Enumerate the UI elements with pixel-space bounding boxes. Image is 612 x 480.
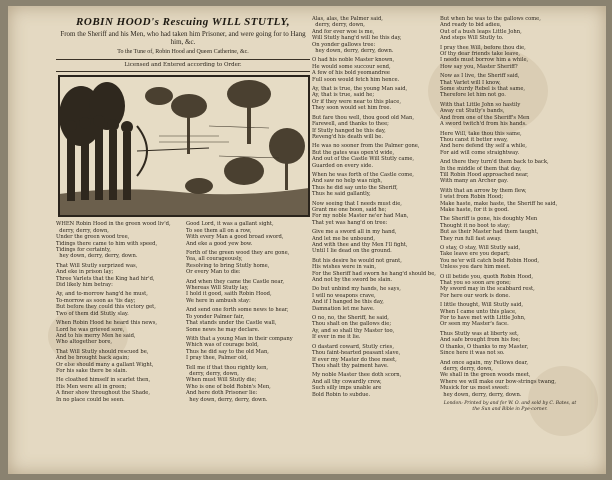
- woodcut-archers-image: [59, 76, 309, 216]
- stanza: He was no sooner from the Palmer gone, But the gates was open'd wide, And out of the Castle Will Stutly came, Guarded on every side.: [312, 143, 420, 169]
- stanza: Ay, and to-morrow hang'd he must, To-morrow as soon as 'tis day; But before they could this victory get, Two of them did Stutly slay.: [56, 291, 156, 317]
- stanza: With that Little John so hastily Away cut Stutly's bands, And from one of the Sheriff's Men A sword twitch'd from his hands.: [440, 101, 530, 128]
- stanza: Tell me if that thou rightly ken, derry, derry, down, When must Will Stutly die; Who is one of bold Robin's Men, And here doth Prisoner lie: hey down, derry, derry, down.: [186, 364, 271, 403]
- stanza: My noble Master thee doth scorn, And all thy cowardly crew, Such silly imps unable are Bold Robin to subdue.: [312, 372, 402, 398]
- stanza: Do but unbind my hands, he says, I will no weapons crave, And if I hanged be this day, Damnation let me have.: [312, 286, 401, 312]
- ballad-subtitle: From the Sheriff and his Men, who had taken him Prisoner, and were going for to Hang him, &c.: [60, 30, 306, 46]
- stanza: That Will Stutly should rescued be, And be brought back again; Or else should many a gallant Wight, For his sake there be slain.: [56, 348, 154, 374]
- stanza: O had his noble Master known, He would some succour send, A few of his bold yeomandree Full soon would fetch him hence.: [312, 57, 400, 83]
- stanza: Thus Stutly was at liberty set, And safe brought from his foe; O thanks, O thanks to my Master, Since here it was not so.: [440, 330, 529, 357]
- column-right: [440, 16, 580, 413]
- stanza: Ay, that is true, the young Man said, Ay, that is true, said he; Or if they were near to this place, They soon would set him free.: [312, 86, 408, 112]
- stanza: Here Will, take thou this same, Thou canst it better sway, And here defend thy self a while, For aid will come straightway.: [440, 130, 527, 156]
- stanza: I little thought, Will Stutly said, When I came unto this place, For to have met with Little John, Or seen my Master's face.: [440, 302, 526, 328]
- printer-imprint: London: Printed by and for W. O. and sold by C. Bates, at the Sun and Bible in Pye-corner.: [443, 400, 577, 412]
- stanza: I pray thee Will, before thou die, Of thy dear friends take leave, I needs must borrow him a while, How say you, Master Sheriff?: [440, 44, 529, 70]
- verses-column-1: [56, 221, 180, 406]
- woodcut-illustration: [58, 75, 310, 217]
- broadside-sheet: [8, 6, 606, 474]
- verses-column-2: [186, 221, 310, 406]
- stanza: Now seeing that I needs must die, Grant me one boon, said he; For my noble Master ne'er had Man, That yet was hang'd on tree:: [312, 200, 409, 226]
- stanza: O ill betide you, quoth Robin Hood, That you so soon are gone; My sword may in the scabbard rest, For here our work is done.: [440, 273, 535, 299]
- stanza: O dastard coward, Stutly cries, Thou faint-hearted peasant slave, If ever my Master do thee meet, Thou shalt thy paiment have.: [312, 343, 401, 369]
- stanza: And send one forth some news to hear, To yonder Palmer fair, That stands under the Castle wall, Some news he may declare.: [186, 307, 289, 333]
- stanza: With that an arrow by them flew, I wist from Robin Hood; Make haste, make haste, the Sheriff he said, Make haste, for it is good.: [440, 187, 558, 213]
- divider: [56, 71, 310, 72]
- stanza: But his desire he would not grant, His wishes were in vain, For the Sheriff had sworn he hang'd should be, And not by the sword be slain.: [312, 257, 436, 284]
- stanza: O no, no, the Sheriff, he said, Thou shalt on the gallows die; Ay, and so shall thy Master too, If ever in me it lie.: [312, 315, 395, 341]
- stanza: Alas, alas, the Palmer said, derry, derry, down, And for ever woe is me, Will Stutly hang'd will he this day, On yonder gallows tree: hey down, derry, derry, down.: [312, 16, 402, 55]
- stanza: And there they turn'd them back to back, In the middle of them that day, Till Robin Hood approached near, With many an Archer gay.: [440, 159, 549, 185]
- ballad-title: ROBIN HOOD's Rescuing WILL STUTLY,: [76, 16, 290, 28]
- stanza: That Will Stutly surprized was, And eke in prison lay; Three Varlets that the King had hir'd, Did likely him betray:: [56, 262, 155, 289]
- stanza: O stay, O stay, Will Stutly said, Take leave ere you depart; You ne'er will catch bold Robin Hood, Unless you dare him meet.: [440, 245, 539, 271]
- licensed-line: Licensed and Entered according to Order.: [124, 62, 242, 68]
- stanza: Good Lord, it was a gallant sight, To see them all on a row, With every Man a good broad sword, And eke a good yew bow.: [186, 221, 284, 247]
- stanza: When he was forth of the Castle come, And saw no help was nigh, Thus he did say unto the Sheriff, Thus he said gallantly,: [312, 171, 414, 198]
- stanza: With that a young Man in their company Which was of courage bold, Thus he did say to the old Man, I pray thee, Palmer old,: [186, 335, 293, 362]
- stanza: Forth of the green wood they are gone, Yea, all courageously, Resolving to bring Stutly home, Or every Man to die:: [186, 250, 290, 276]
- stanza: The Sheriff is gone, his doughty Men Thought it no boot to stay; But as their Master had them taught, They run full fast away.: [440, 216, 539, 242]
- column-middle: [312, 16, 436, 401]
- verses-area: [56, 221, 310, 406]
- stanza: But when he was to the gallows come, And ready to bid adieu, Out of a bush leaps Little John, And steps Will Stutly to.: [440, 16, 541, 42]
- stanza: When Robin Hood he heard this news, Lord he was grieved sore, And to his merry Men he said, Who altogether bore,: [56, 320, 158, 346]
- stanza: Give me a sword all in my hand, And let me be unbound, And with thee and thy Men I'll fight, Until I lie dead on the ground.: [312, 229, 408, 255]
- stanza: And when they came the Castle near, Whereas Will Stutly lay, I hold it good, saith Robin Hood, We here in ambush stay:: [186, 278, 285, 304]
- stanza: And once again, my Fellows dear, derry, derry, down, We shall in the green woods meet, Where we will make our bow-strings twang, Musick for us most sweet: hey down, derry, derry, down.: [440, 359, 557, 398]
- tune-line: To the Tune of, Robin Hood and Queen Catherine, &c.: [117, 49, 249, 55]
- column-left: [56, 16, 310, 406]
- stanza: Now as I live, the Sheriff said, That Varlet will I know, Some sturdy Rebel is that same, Therefore let him not go.: [440, 73, 526, 99]
- stanza: WHEN Robin Hood in the green wood liv'd, derry, derry, down, Under the green wood tree, Tidings there came to him with speed, Tidings for certainty, hey down, derry, derry, down.: [56, 221, 171, 260]
- stanza: He cloathed himself in scarlet then, His Men were all in green; A finer show throughout the Shade, In no place could be seen.: [56, 377, 151, 403]
- divider: [56, 59, 310, 60]
- stanza: But fare thou well, thou good old Man, Farewell, and thanks to thee; If Stutly hanged be this day, Reveng'd his death will be.: [312, 114, 414, 140]
